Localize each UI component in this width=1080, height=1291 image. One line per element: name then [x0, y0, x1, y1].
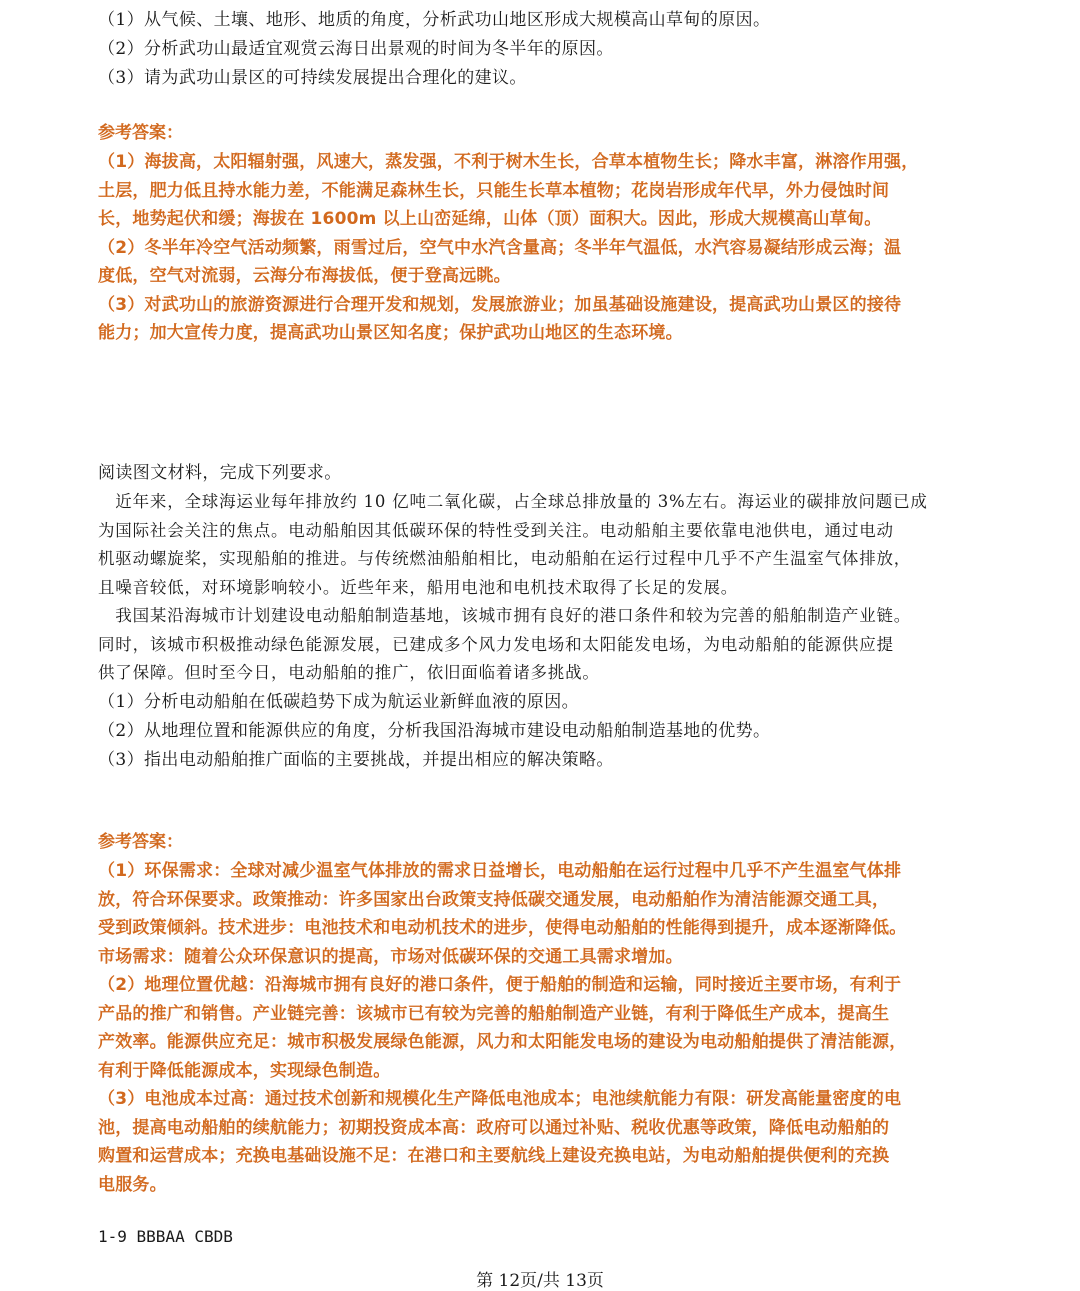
section2-answer-line: 电服务。	[98, 1174, 167, 1195]
section2-answer-line: （3）电池成本过高：通过技术创新和规模化生产降低电池成本；电池续航能力有限：研发高能量密度的电	[98, 1089, 902, 1109]
material-line: 且噪音较低，对环境影响较小。近些年来，船用电池和电机技术取得了长足的发展。	[98, 577, 739, 597]
section2-question-3: （3）指出电动船舶推广面临的主要挑战，并提出相应的解决策略。	[98, 749, 614, 770]
section2-answer-line: 购置和运营成本；充换电基础设施不足：在港口和主要航线上建设充换电站，为电动船舶提供便利的充换	[98, 1146, 890, 1166]
section1-answer	[98, 119, 988, 348]
material-line: 为国际社会关注的焦点。电动船舶因其低碳环保的特性受到关注。电动船舶主要依靠电池供电，通过电动	[98, 520, 894, 540]
page-number-footer: 第 12页/共 13页	[476, 1271, 604, 1291]
section2-intro: 阅读图文材料，完成下列要求。	[98, 463, 342, 483]
material-line: 同时，该城市积极推动绿色能源发展，已建成多个风力发电场和太阳能发电场，为电动船舶的能源供应提	[98, 634, 894, 654]
section2-answer	[98, 828, 988, 1199]
section1-question-3: （3）请为武功山景区的可持续发展提出合理化的建议。	[98, 68, 527, 88]
section2-answer-line: 受到政策倾斜。技术进步：电池技术和电动机技术的进步，使得电动船舶的性能得到提升，成本逐渐降低。	[98, 918, 907, 938]
section2-answer-line: 池，提高电动船舶的续航能力；初期投资成本高：政府可以通过补贴、税收优惠等政策，降低电动船舶的	[98, 1117, 890, 1138]
section1-answer-line: （2）冬半年冷空气活动频繁，雨雪过后，空气中水汽含量高；冬半年气温低，水汽容易凝结形成云海；温	[98, 237, 902, 258]
section2-answer-line: 产效率。能源供应充足：城市积极发展绿色能源，风力和太阳能发电场的建设为电动船舶提供了清洁能源，	[98, 1032, 907, 1052]
material-line: 机驱动螺旋桨，实现船舶的推进。与传统燃油船舶相比，电动船舶在运行过程中几乎不产生温室气体排放，	[98, 549, 912, 568]
section2-question-1: （1）分析电动船舶在低碳趋势下成为航运业新鲜血液的原因。	[98, 691, 580, 712]
section1-question-2: （2）分析武功山最适宜观赏云海日出景观的时间为冬半年的原因。	[98, 39, 614, 59]
material-line: 近年来，全球海运业每年排放约 10 亿吨二氧化碳，占全球总排放量的 3%左右。海运业的碳排放问题已成	[98, 492, 928, 511]
section1-answer-line: 土层，肥力低且持水能力差，不能满足森林生长，只能生长草本植物；花岗岩形成年代早，外力侵蚀时间	[98, 180, 890, 201]
section2-material	[98, 459, 988, 775]
section1-answer-line: 能力；加大宣传力度，提高武功山景区知名度；保护武功山地区的生态环境。	[98, 323, 683, 343]
section1-answer-line: 长，地势起伏和缓；海拔在 1600m 以上山峦延绵，山体（顶）面积大。因此，形成大规模高山草甸。	[98, 209, 882, 229]
section1-answer-line: （1）海拔高，太阳辐射强，风速大，蒸发强，不利于树木生长，合草本植物生长；降水丰富，淋溶作用强，	[98, 152, 919, 172]
material-line: 供了保障。但时至今日，电动船舶的推广，依旧面临着诸多挑战。	[98, 663, 600, 682]
section2-answer-line: 产品的推广和销售。产业链完善：该城市已有较为完善的船舶制造产业链，有利于降低生产成本，提高生	[98, 1003, 890, 1024]
section2-answer-line: （2）地理位置优越：沿海城市拥有良好的港口条件，便于船舶的制造和运输，同时接近主要市场，有利于	[98, 975, 902, 995]
section1-questions	[98, 6, 988, 93]
section2-question-2: （2）从地理位置和能源供应的角度，分析我国沿海城市建设电动船舶制造基地的优势。	[98, 720, 771, 741]
section1-answer-line: 度低，空气对流弱，云海分布海拔低，便于登高远眺。	[98, 266, 511, 286]
section2-answer-title: 参考答案：	[98, 832, 183, 852]
section2-answer-line: 放，符合环保要求。政策推动：许多国家出台政策支持低碳交通发展，电动船舶作为清洁能源交通工具，	[98, 889, 890, 910]
section1-answer-title: 参考答案：	[98, 123, 183, 143]
answer-key: 1-9 BBBAA CBDB	[98, 1227, 233, 1246]
section2-answer-line: （1）环保需求：全球对减少温室气体排放的需求日益增长，电动船舶在运行过程中几乎不产生温室气体排	[98, 861, 902, 881]
section2-answer-line: 市场需求：随着公众环保意识的提高，市场对低碳环保的交通工具需求增加。	[98, 946, 683, 967]
material-line: 我国某沿海城市计划建设电动船舶制造基地，该城市拥有良好的港口条件和较为完善的船舶制造产业链。	[98, 606, 912, 625]
section1-question-1: （1）从气候、土壤、地形、地质的角度，分析武功山地区形成大规模高山草甸的原因。	[98, 10, 771, 30]
section2-answer-line: 有利于降低能源成本，实现绿色制造。	[98, 1060, 391, 1081]
section1-answer-line: （3）对武功山的旅游资源进行合理开发和规划，发展旅游业；加虽基础设施建设，提高武功山景区的接待	[98, 294, 902, 315]
